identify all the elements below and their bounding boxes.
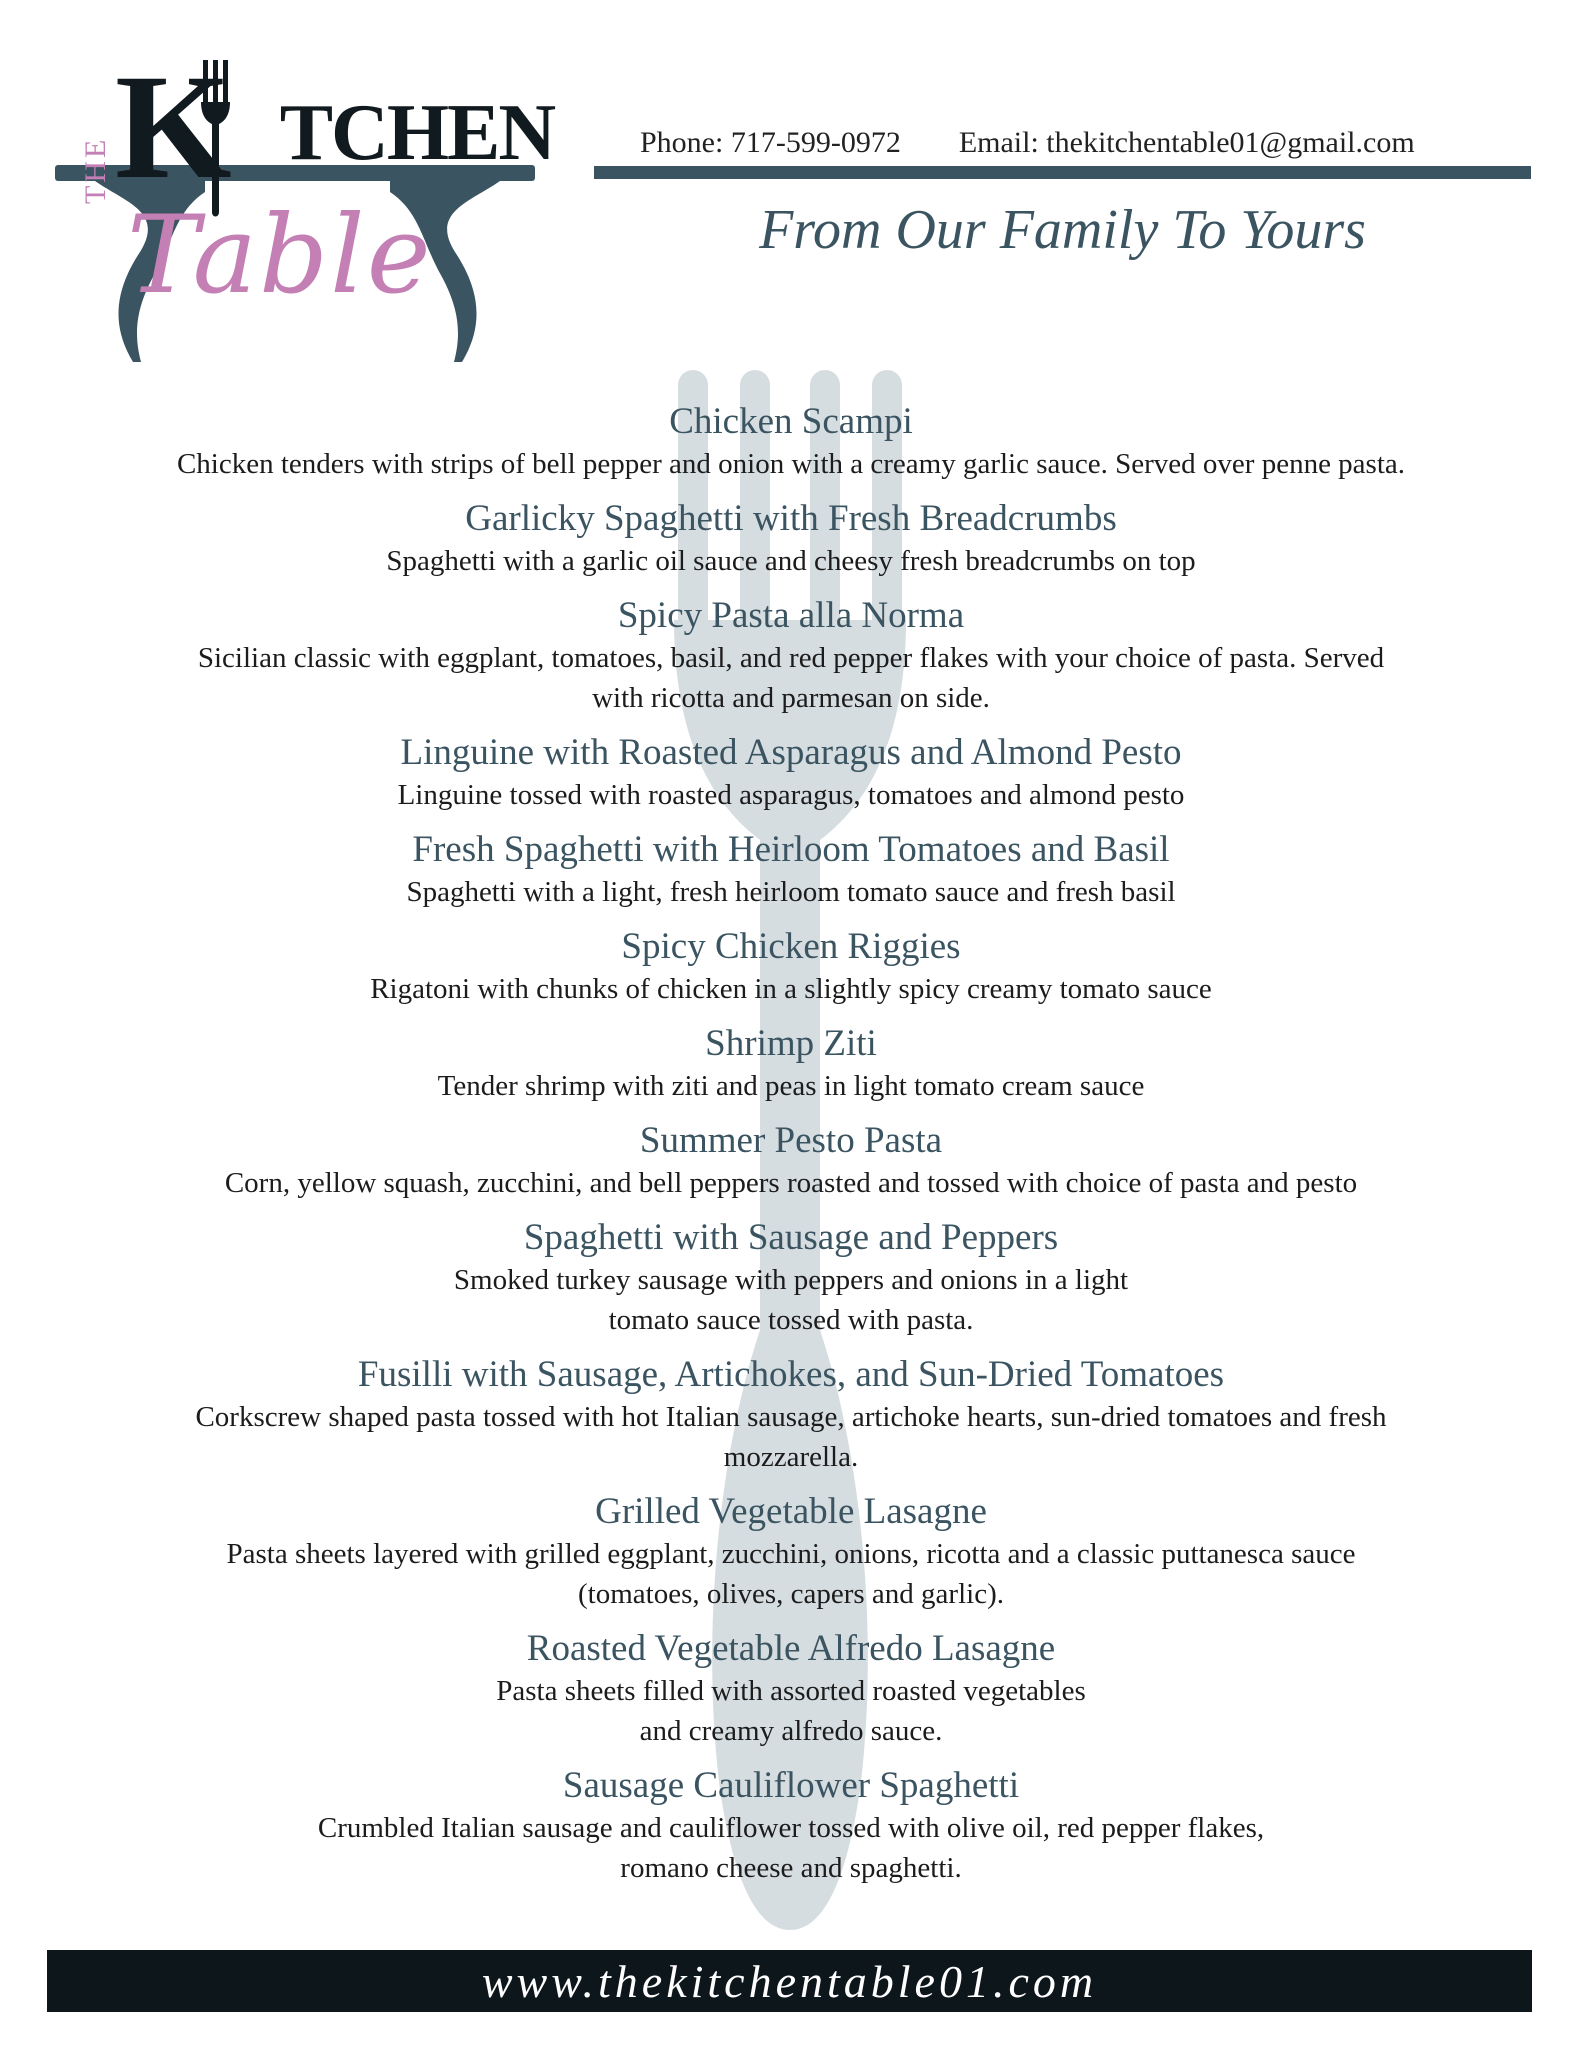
menu-list: [70, 400, 1512, 1901]
menu-item: [70, 828, 1512, 912]
menu-item: [70, 731, 1512, 815]
header-divider: [594, 166, 1531, 179]
menu-item-description: Linguine tossed with roasted asparagus, tomatoes and almond pesto: [397, 779, 1185, 811]
menu-item-description: Spaghetti with a garlic oil sauce and cheesy fresh breadcrumbs on top: [386, 545, 1196, 577]
menu-item-description: Chicken tenders with strips of bell pepper and onion with a creamy garlic sauce. Served over penne pasta.: [176, 448, 1406, 480]
menu-item-name: Spicy Chicken Riggies: [621, 926, 961, 967]
menu-item: [70, 1216, 1512, 1340]
menu-item-name: Grilled Vegetable Lasagne: [595, 1491, 987, 1532]
menu-item: [70, 497, 1512, 581]
menu-item-description: Pasta sheets layered with grilled eggplant, zucchini, onions, ricotta and a classic puttanesca sauce (tomatoes, olives, capers and garlic).: [226, 1538, 1356, 1610]
phone-number[interactable]: Phone: 717-599-0972: [640, 126, 901, 159]
menu-item: [70, 1119, 1512, 1203]
menu-item-description: Tender shrimp with ziti and peas in light tomato cream sauce: [437, 1070, 1145, 1102]
menu-item-name: Fresh Spaghetti with Heirloom Tomatoes and Basil: [412, 829, 1170, 870]
menu-item-description: Corkscrew shaped pasta tossed with hot Italian sausage, artichoke hearts, sun-dried tomatoes and fresh mozzarella.: [195, 1401, 1387, 1473]
menu-item: [70, 1353, 1512, 1477]
footer-bar: [47, 1950, 1532, 2012]
menu-item-name: Spicy Pasta alla Norma: [617, 595, 965, 636]
menu-item: [70, 594, 1512, 718]
tagline: From Our Family To Yours: [759, 199, 1366, 261]
menu-item-description: Corn, yellow squash, zucchini, and bell peppers roasted and tossed with choice of pasta and pesto: [224, 1167, 1358, 1199]
menu-item-name: Chicken Scampi: [669, 401, 913, 442]
menu-item-description: Rigatoni with chunks of chicken in a slightly spicy creamy tomato sauce: [370, 973, 1212, 1005]
menu-item-description: Smoked turkey sausage with peppers and onions in a light tomato sauce tossed with pasta.: [453, 1264, 1129, 1336]
logo-kitchen-rest: TCHEN: [279, 89, 555, 177]
menu-item: [70, 400, 1512, 484]
menu-item-name: Roasted Vegetable Alfredo Lasagne: [526, 1628, 1056, 1669]
menu-item-name: Sausage Cauliflower Spaghetti: [562, 1765, 1020, 1806]
logo-table-text: Table: [127, 193, 433, 318]
menu-item: [70, 1764, 1512, 1888]
logo-kitchen-k: K: [115, 44, 230, 210]
menu-item-description: Sicilian classic with eggplant, tomatoes, basil, and red pepper flakes with your choice of pasta. Served with ricotta and parmesan on side.: [197, 642, 1385, 714]
brand-logo: [55, 44, 555, 372]
menu-item-name: Garlicky Spaghetti with Fresh Breadcrumbs: [465, 498, 1117, 539]
menu-item: [70, 1490, 1512, 1614]
menu-item: [70, 1627, 1512, 1751]
menu-item-description: Crumbled Italian sausage and cauliflower tossed with olive oil, red pepper flakes, romano cheese and spaghetti.: [317, 1812, 1265, 1884]
email-address[interactable]: Email: thekitchentable01@gmail.com: [958, 126, 1415, 159]
logo-the-text: THE: [79, 136, 112, 204]
menu-item-description: Spaghetti with a light, fresh heirloom tomato sauce and fresh basil: [406, 876, 1176, 908]
menu-item: [70, 925, 1512, 1009]
logo-kitchen-text: [115, 44, 555, 210]
menu-item-name: Shrimp Ziti: [705, 1023, 877, 1064]
website-link[interactable]: www.thekitchentable01.com: [481, 1955, 1098, 2007]
menu-item: [70, 1022, 1512, 1106]
menu-item-description: Pasta sheets filled with assorted roasted vegetables and creamy alfredo sauce.: [496, 1675, 1086, 1747]
menu-item-name: Summer Pesto Pasta: [639, 1120, 943, 1161]
menu-item-name: Spaghetti with Sausage and Peppers: [523, 1217, 1059, 1258]
menu-item-name: Linguine with Roasted Asparagus and Almond Pesto: [400, 732, 1182, 773]
contact-line: [640, 126, 1560, 160]
menu-item-name: Fusilli with Sausage, Artichokes, and Sun-Dried Tomatoes: [357, 1354, 1225, 1395]
